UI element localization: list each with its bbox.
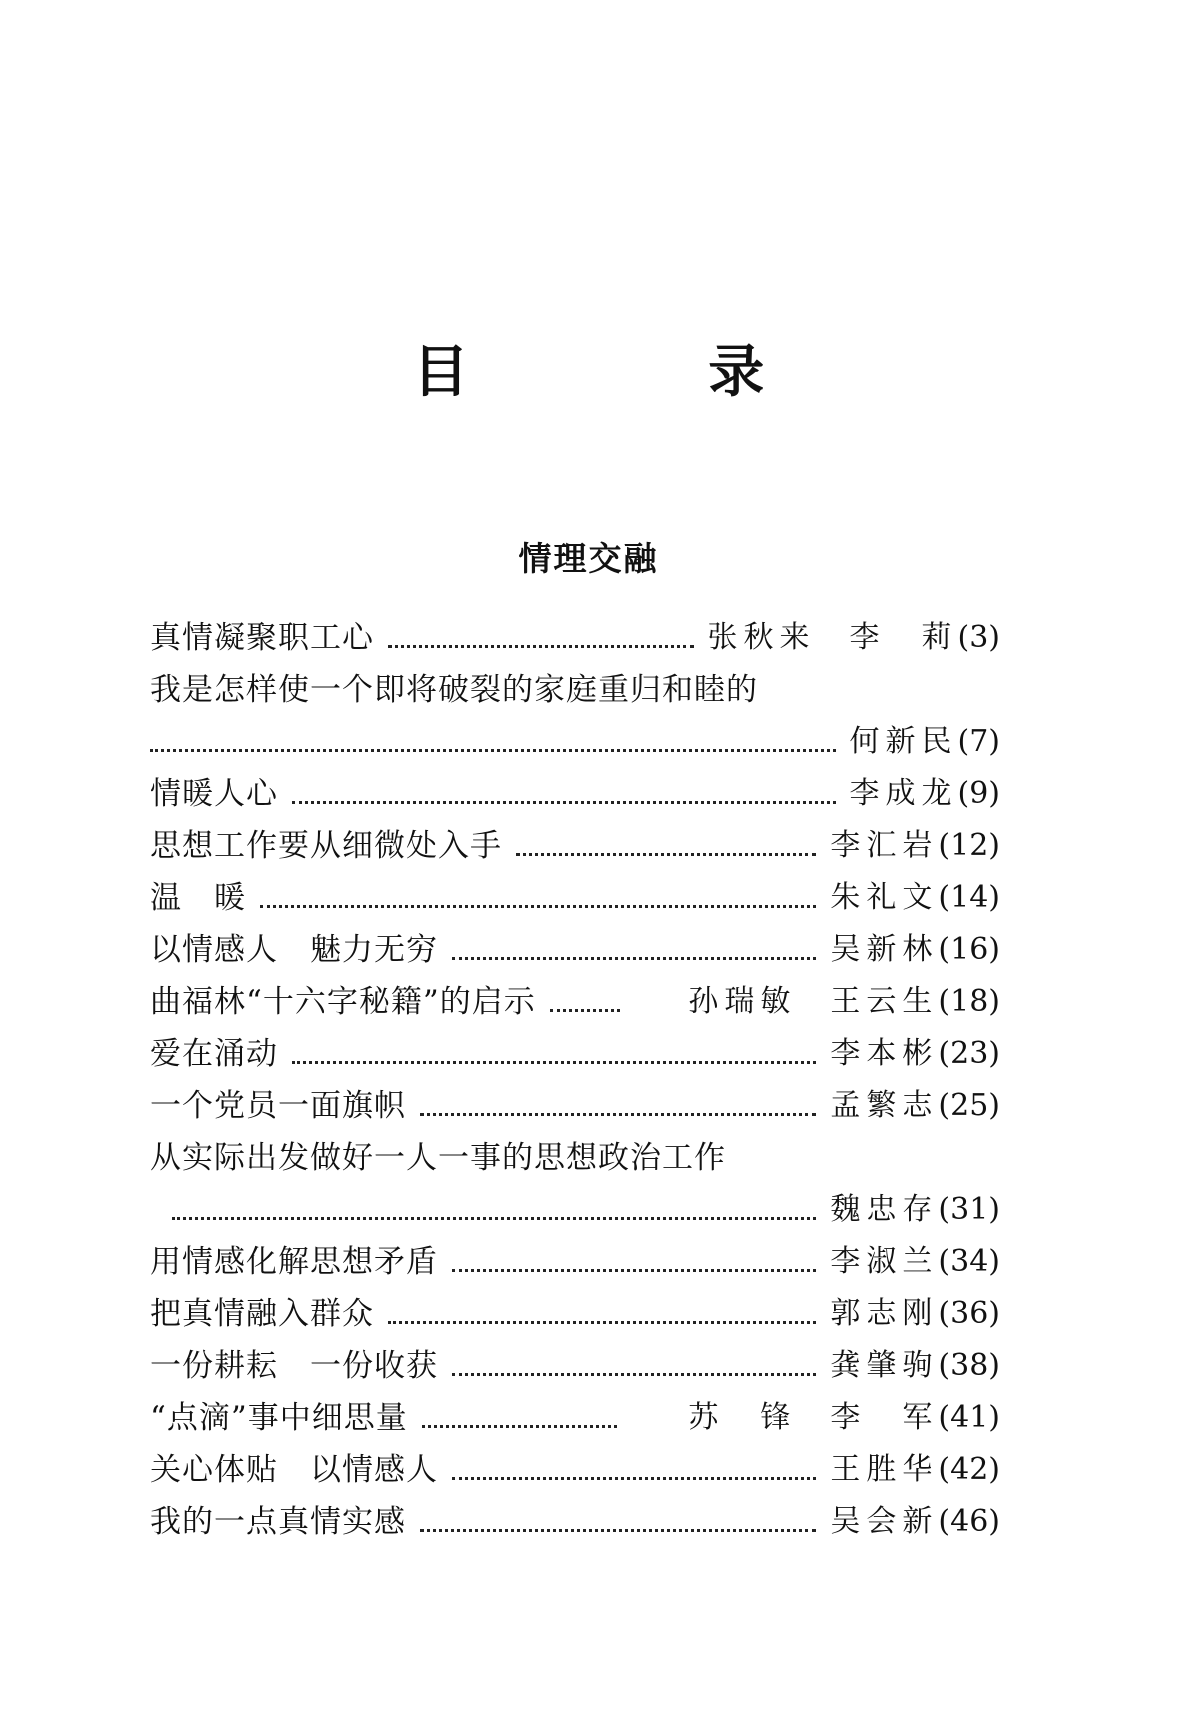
toc-entry[interactable] xyxy=(150,872,1000,924)
author-name: 孟繁志 xyxy=(830,1088,939,1123)
author-name: 李成龙 xyxy=(849,776,958,811)
entry-authors xyxy=(830,1080,938,1132)
dot-leader xyxy=(420,1113,816,1116)
dot-leader xyxy=(516,853,816,856)
page-number: (36) xyxy=(938,1296,1000,1331)
entry-authors xyxy=(830,820,938,872)
author-name: 吴新林 xyxy=(830,932,939,967)
entry-title: 曲福林“十六字秘籍”的启示 xyxy=(150,984,536,1020)
author-name: 李本彬 xyxy=(830,1036,939,1071)
page-number: (42) xyxy=(938,1452,1000,1487)
page-number: (14) xyxy=(938,880,1000,915)
dot-leader xyxy=(422,1425,617,1428)
author-name: 王胜华 xyxy=(830,1452,939,1487)
toc-entry[interactable] xyxy=(150,1444,1000,1496)
entry-authors xyxy=(830,872,938,924)
dot-leader xyxy=(292,1061,816,1064)
entry-authors xyxy=(688,976,938,1028)
entry-authors xyxy=(830,1288,938,1340)
entry-authors xyxy=(688,1392,938,1444)
page-number: (9) xyxy=(957,776,1000,811)
page-number: (25) xyxy=(938,1088,1000,1123)
toc-entry[interactable] xyxy=(150,1080,1000,1132)
author-name: 苏 锋 xyxy=(688,1400,797,1435)
dot-leader xyxy=(452,1269,816,1272)
entry-authors xyxy=(830,1184,938,1236)
page-number: (16) xyxy=(938,932,1000,967)
toc-entry[interactable] xyxy=(150,1132,1000,1184)
entry-title: 一份耕耘 一份收获 xyxy=(150,1348,438,1384)
entry-title: 我的一点真情实感 xyxy=(150,1504,406,1540)
author-name: 魏忠存 xyxy=(830,1192,939,1227)
entry-authors xyxy=(830,1236,938,1288)
entry-authors xyxy=(830,1340,938,1392)
section-title: 情理交融 xyxy=(518,539,659,578)
dot-leader xyxy=(420,1529,816,1532)
page-number: (34) xyxy=(938,1244,1000,1279)
toc-entry[interactable] xyxy=(150,1236,1000,1288)
table-of-contents xyxy=(150,612,1000,1548)
toc-entry-continuation[interactable] xyxy=(150,716,1000,768)
toc-entry[interactable] xyxy=(150,924,1000,976)
author-name: 吴会新 xyxy=(830,1504,939,1539)
author-name: 李汇岩 xyxy=(830,828,939,863)
page-number: (12) xyxy=(938,828,1000,863)
page-number: (3) xyxy=(957,620,1000,655)
toc-entry-continuation[interactable] xyxy=(150,1184,1000,1236)
page-number: (46) xyxy=(938,1504,1000,1539)
dot-leader xyxy=(388,645,694,648)
dot-leader xyxy=(260,905,816,908)
page-number: (41) xyxy=(938,1400,1000,1435)
entry-authors xyxy=(830,1028,938,1080)
dot-leader xyxy=(550,1009,620,1012)
entry-authors xyxy=(830,1444,938,1496)
dot-leader xyxy=(452,1477,816,1480)
author-name: 朱礼文 xyxy=(830,880,939,915)
page-number: (23) xyxy=(938,1036,1000,1071)
entry-authors xyxy=(850,768,958,820)
entry-authors xyxy=(830,924,938,976)
dot-leader xyxy=(452,957,816,960)
author-name: 何新民 xyxy=(849,724,958,759)
entry-title: 关心体贴 以情感人 xyxy=(150,1452,438,1488)
toc-entry[interactable] xyxy=(150,664,1000,716)
toc-entry[interactable] xyxy=(150,1496,1000,1548)
entry-title: 情暖人心 xyxy=(150,776,278,812)
entry-title: 以情感人 魅力无穷 xyxy=(150,932,438,968)
author-name: 孙瑞敏 xyxy=(688,984,797,1019)
author-name: 郭志刚 xyxy=(830,1296,939,1331)
page-number: (7) xyxy=(957,724,1000,759)
toc-entry[interactable] xyxy=(150,1288,1000,1340)
entry-authors xyxy=(708,612,958,664)
entry-title: 我是怎样使一个即将破裂的家庭重归和睦的 xyxy=(150,672,758,708)
entry-title: 真情凝聚职工心 xyxy=(150,620,374,656)
toc-entry[interactable] xyxy=(150,612,1000,664)
page-number: (18) xyxy=(938,984,1000,1019)
toc-entry[interactable] xyxy=(150,1340,1000,1392)
toc-entry[interactable] xyxy=(150,1392,1000,1444)
entry-title: 一个党员一面旗帜 xyxy=(150,1088,406,1124)
entry-title: “点滴”事中细思量 xyxy=(150,1400,408,1436)
page-number: (38) xyxy=(938,1348,1000,1383)
entry-title: 把真情融入群众 xyxy=(150,1296,374,1332)
toc-entry[interactable] xyxy=(150,768,1000,820)
author-name: 李 莉 xyxy=(849,620,958,655)
page-number: (31) xyxy=(938,1192,1000,1227)
author-name: 王云生 xyxy=(830,984,939,1019)
dot-leader xyxy=(150,749,836,752)
entry-title: 从实际出发做好一人一事的思想政治工作 xyxy=(150,1140,726,1176)
toc-entry[interactable] xyxy=(150,1028,1000,1080)
dot-leader xyxy=(388,1321,816,1324)
page-title: 目 录 xyxy=(412,340,875,405)
entry-title: 思想工作要从细微处入手 xyxy=(150,828,502,864)
entry-authors xyxy=(850,716,958,768)
author-name: 李淑兰 xyxy=(830,1244,939,1279)
entry-title: 爱在涌动 xyxy=(150,1036,278,1072)
author-name: 龚肇驹 xyxy=(830,1348,939,1383)
toc-entry[interactable] xyxy=(150,820,1000,872)
entry-authors xyxy=(830,1496,938,1548)
toc-entry[interactable] xyxy=(150,976,1000,1028)
dot-leader xyxy=(292,801,836,804)
entry-title: 用情感化解思想矛盾 xyxy=(150,1244,438,1280)
dot-leader xyxy=(172,1217,816,1220)
author-name: 张秋来 xyxy=(707,620,816,655)
author-name: 李 军 xyxy=(830,1400,939,1435)
dot-leader xyxy=(452,1373,816,1376)
entry-title: 温 暖 xyxy=(150,880,246,916)
